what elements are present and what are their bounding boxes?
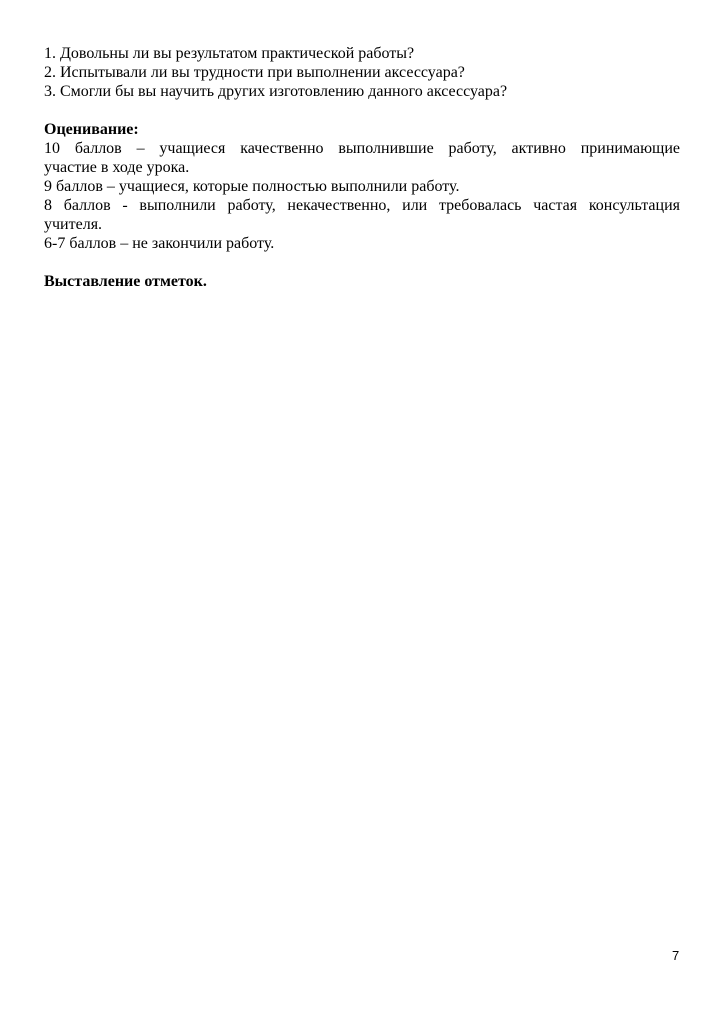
criterion-10-line-2: участие в ходе урока. bbox=[44, 159, 190, 176]
criterion-9: 9 баллов – учащиеся, которые полностью выполнили работу. bbox=[44, 178, 460, 195]
reflection-questions bbox=[44, 44, 680, 101]
criterion-6-7: 6-7 баллов – не закончили работу. bbox=[44, 235, 275, 252]
spacer bbox=[44, 101, 680, 120]
page-content bbox=[44, 44, 680, 291]
grading-heading: Выставление отметок. bbox=[44, 273, 207, 290]
question-1: 1. Довольны ли вы результатом практической работы? bbox=[44, 45, 415, 62]
criterion-8-line-1: 8 баллов - выполнили работу, некачественно, или требовалась частая консультация bbox=[44, 197, 680, 214]
question-2: 2. Испытывали ли вы трудности при выполнении аксессуара? bbox=[44, 64, 465, 81]
criterion-8-line-2: учителя. bbox=[44, 216, 103, 233]
evaluation-section bbox=[44, 120, 680, 253]
question-3: 3. Смогли бы вы научить других изготовлению данного аксессуара? bbox=[44, 83, 508, 100]
evaluation-heading: Оценивание: bbox=[44, 121, 139, 138]
criterion-10-line-1: 10 баллов – учащиеся качественно выполнившие работу, активно принимающие bbox=[44, 140, 680, 157]
spacer bbox=[44, 253, 680, 272]
page-number: 7 bbox=[672, 948, 680, 963]
